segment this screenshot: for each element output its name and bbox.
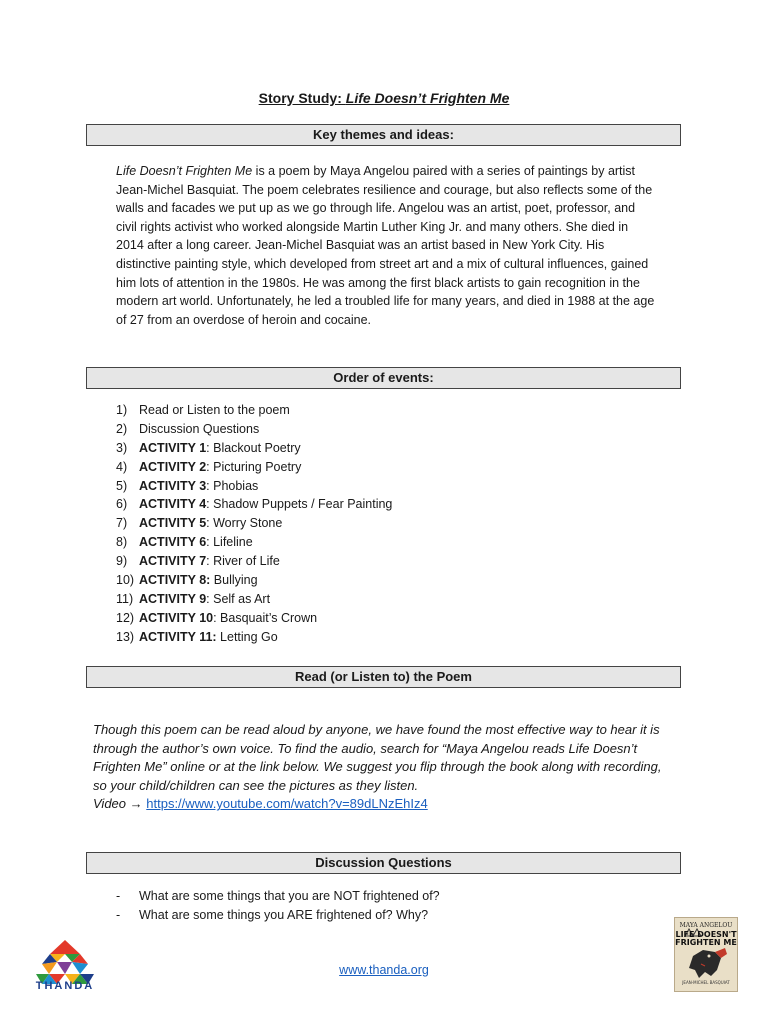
- event-item: [116, 477, 392, 496]
- questions-list: [116, 887, 440, 925]
- event-item: [116, 628, 392, 647]
- youtube-link[interactable]: https://www.youtube.com/watch?v=89dLNzEhIz4: [146, 796, 428, 812]
- event-bold: ACTIVITY 10: [139, 610, 214, 625]
- section-header-read: Read (or Listen to) the Poem: [86, 666, 681, 688]
- video-label: Video: [93, 796, 130, 812]
- book-author: MAYA ANGELOU: [679, 922, 733, 929]
- events-list: [116, 401, 392, 647]
- event-item: [116, 514, 392, 533]
- event-item: [116, 571, 392, 590]
- intro-italic-title: Life Doesn’t Frighten Me: [116, 164, 253, 178]
- event-text: : Worry Stone: [206, 516, 283, 531]
- event-item: [116, 439, 392, 458]
- event-bold: ACTIVITY 6: [139, 535, 207, 550]
- event-text: : Basquait’s Crown: [213, 610, 318, 625]
- page-title-prefix: Story Study:: [258, 90, 346, 106]
- event-item: [116, 420, 392, 439]
- event-number: 2): [116, 421, 128, 436]
- book-credit: JEAN-MICHEL BASQUIAT: [682, 980, 730, 985]
- poem-note: [93, 721, 673, 814]
- event-bold: ACTIVITY 5: [139, 516, 207, 531]
- event-bold: ACTIVITY 2: [139, 459, 207, 474]
- event-item: [116, 495, 392, 514]
- section-header-themes: Key themes and ideas:: [86, 124, 681, 146]
- event-bold: ACTIVITY 4: [139, 497, 207, 512]
- poem-note-text: Though this poem can be read aloud by anyone, we have found the most effective way to hear it is through the author’s own voice. To find the audio, search for “Maya Angelou reads Life Doesn’t Frighten Me” online or at the link below. We suggest you flip through the book along with recording, so your child/children can see the pictures as they listen.: [93, 722, 662, 793]
- event-text: : Phobias: [206, 478, 259, 493]
- event-number: 7): [116, 516, 128, 531]
- intro-paragraph: [116, 162, 656, 329]
- event-number: 9): [116, 554, 128, 569]
- question-text: What are some things you ARE frightened of? Why?: [139, 908, 429, 922]
- event-number: 8): [116, 535, 128, 550]
- section-header-discussion: Discussion Questions: [86, 852, 681, 874]
- event-text: : Shadow Puppets / Fear Painting: [206, 497, 393, 512]
- question-text: What are some things that you are NOT frightened of?: [139, 889, 440, 903]
- logo-text: THANDA: [35, 980, 95, 992]
- event-text: : River of Life: [206, 554, 280, 569]
- event-number: 12): [116, 610, 135, 625]
- page-title-italic: Life Doesn’t Frighten Me: [345, 90, 510, 106]
- event-number: 13): [116, 629, 135, 644]
- event-bold: ACTIVITY 8:: [139, 573, 211, 588]
- footer: [0, 963, 768, 977]
- event-item: [116, 590, 392, 609]
- event-bold: ACTIVITY 3: [139, 478, 207, 493]
- event-number: 10): [116, 573, 135, 588]
- event-text: Bullying: [210, 573, 258, 588]
- book-title: LIFE DOESN'T FRIGHTEN ME: [675, 930, 737, 947]
- event-bold: ACTIVITY 1: [139, 440, 207, 455]
- event-number: 11): [116, 591, 134, 606]
- question-dash: -: [116, 908, 121, 922]
- footer-website-link[interactable]: www.thanda.org: [339, 963, 429, 977]
- event-text: Discussion Questions: [139, 421, 260, 436]
- event-number: 1): [116, 403, 128, 417]
- event-item: [116, 552, 392, 571]
- event-number: 3): [116, 440, 128, 455]
- event-number: 6): [116, 497, 128, 512]
- event-bold: ACTIVITY 11:: [139, 629, 217, 644]
- event-text: : Self as Art: [206, 591, 271, 606]
- event-number: 5): [116, 478, 128, 493]
- event-text: : Lifeline: [206, 535, 253, 550]
- event-number: 4): [116, 459, 128, 474]
- event-item: [116, 401, 392, 420]
- question-dash: -: [116, 889, 121, 903]
- arrow-right-icon: →: [129, 796, 143, 812]
- event-text: Read or Listen to the poem: [139, 403, 290, 417]
- intro-text: is a poem by Maya Angelou paired with a series of paintings by artist Jean-Michel Basquiat. The poem celebrates resilience and courage, but also reflects some of the walls and facades we put up as we go through life. Angelou was an artist, poet, professor, and civil rights activist who worked alongside Martin Luther King Jr. and many others. She died in 2014 after a long career. Jean-Michel Basquiat was an artist based in New York City. His distinctive painting style, which developed from street art and a mix of cultural influences, gained him lots of attention in the 1980s. He was among the first black artists to gain recognition in the modern art world. Unfortunately, he led a troubled life for many years, and died in 1988 at the age of 27 from an overdose of heroin and cocaine.: [116, 164, 655, 327]
- event-text: : Blackout Poetry: [206, 440, 301, 455]
- event-text: : Picturing Poetry: [206, 459, 302, 474]
- page-title: [0, 88, 768, 108]
- question-item: [116, 887, 440, 906]
- section-header-order: Order of events:: [86, 367, 681, 389]
- event-text: Letting Go: [216, 629, 278, 644]
- event-item: [116, 609, 392, 628]
- event-item: [116, 533, 392, 552]
- question-item: [116, 906, 440, 925]
- event-bold: ACTIVITY 9: [139, 591, 207, 606]
- book-cover-icon: [674, 917, 738, 992]
- event-item: [116, 458, 392, 477]
- event-bold: ACTIVITY 7: [139, 554, 207, 569]
